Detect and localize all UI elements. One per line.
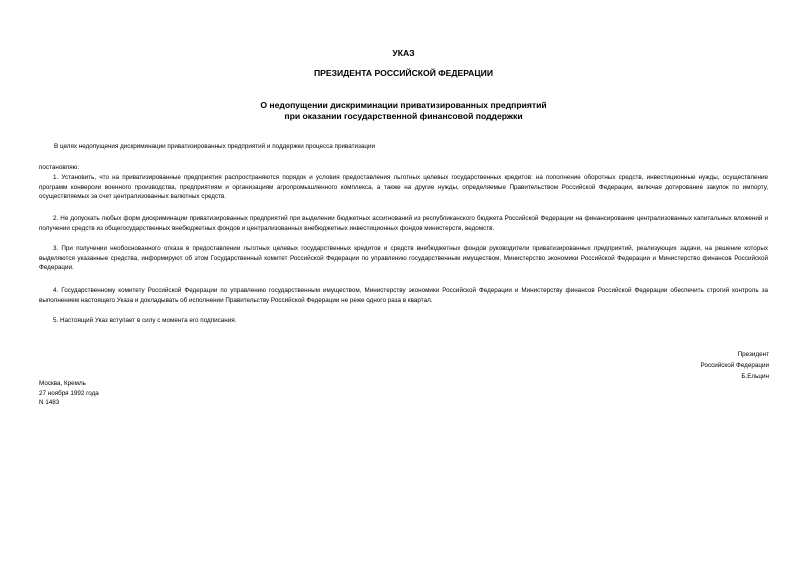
issue-place: Москва, Кремль <box>39 380 86 387</box>
preamble: В целях недопущения дискриминации приватизированных предприятий и поддержки процесса приватизации <box>54 143 376 150</box>
paragraph-4: 4. Государственному комитету Российской Федерации по управлению государственным имуществом, Министерству экономики Российской Федерации и Министерству финансов Российской Федерации обеспечить строгий контроль за выполнением настоящего Указа и докладывать об исполнении Правительству Российской Федерации не реже одного раза в квартал. <box>39 287 768 304</box>
paragraph-1: 1. Установить, что на приватизированные предприятия распространяются порядок и условия предоставления льготных целевых государственных кредитов: на пополнение оборотных средств, инвестиционные нужды, осуществление программ конверсии военного производства, предприятиям и организациям агропромышленного комплекса, а также на другие нужды, определяемые Правительством Российской Федерации, включая дотирование закупок по импорту, осуществляемых за счет централизованных валютных средств. <box>39 174 768 201</box>
decree-issuer: ПРЕЗИДЕНТА РОССИЙСКОЙ ФЕДЕРАЦИИ <box>313 68 494 78</box>
signature-block <box>701 349 769 382</box>
decree-heading: УКАЗ <box>392 48 415 58</box>
issue-details <box>39 379 99 408</box>
signature-title: Президент <box>737 351 769 358</box>
ordains-word: постановляю: <box>39 164 80 171</box>
signature-country: Российской Федерации <box>700 362 769 369</box>
decree-subject-line-2: при оказании государственной финансовой поддержки <box>284 111 523 121</box>
issue-number: N 1483 <box>39 399 60 407</box>
decree-subject <box>0 100 807 122</box>
paragraph-5: 5. Настоящий Указ вступает в силу с момента его подписания. <box>53 317 237 324</box>
paragraph-2: 2. Не допускать любых форм дискриминации приватизированных предприятий при выделении бюджетных ассигнований из республиканского бюджета Российской Федерации на финансирование централизованных капитальных вложений и получении средств из общегосударственных внебюджетных фондов и централизованных внебюджетных инвестиционных фондов министерств, ведомств. <box>39 215 768 232</box>
signature-name: Б.Ельцин <box>741 373 769 380</box>
paragraph-3: 3. При получении необоснованного отказа в предоставлении льготных целевых государственных кредитов и средств внебюджетных фондов руководители приватизированных предприятий, реализующих задачи, на решение которых выделяются указанные средства, информируют об этом Государственный комитет Российской Федерации по управлению государственным имуществом, Министерство экономики Российской Федерации и Министерство финансов Российской Федерации. <box>39 245 768 272</box>
decree-subject-line-1: О недопущении дискриминации приватизированных предприятий <box>260 100 547 110</box>
issue-date: 27 ноября 1992 года <box>39 389 99 397</box>
